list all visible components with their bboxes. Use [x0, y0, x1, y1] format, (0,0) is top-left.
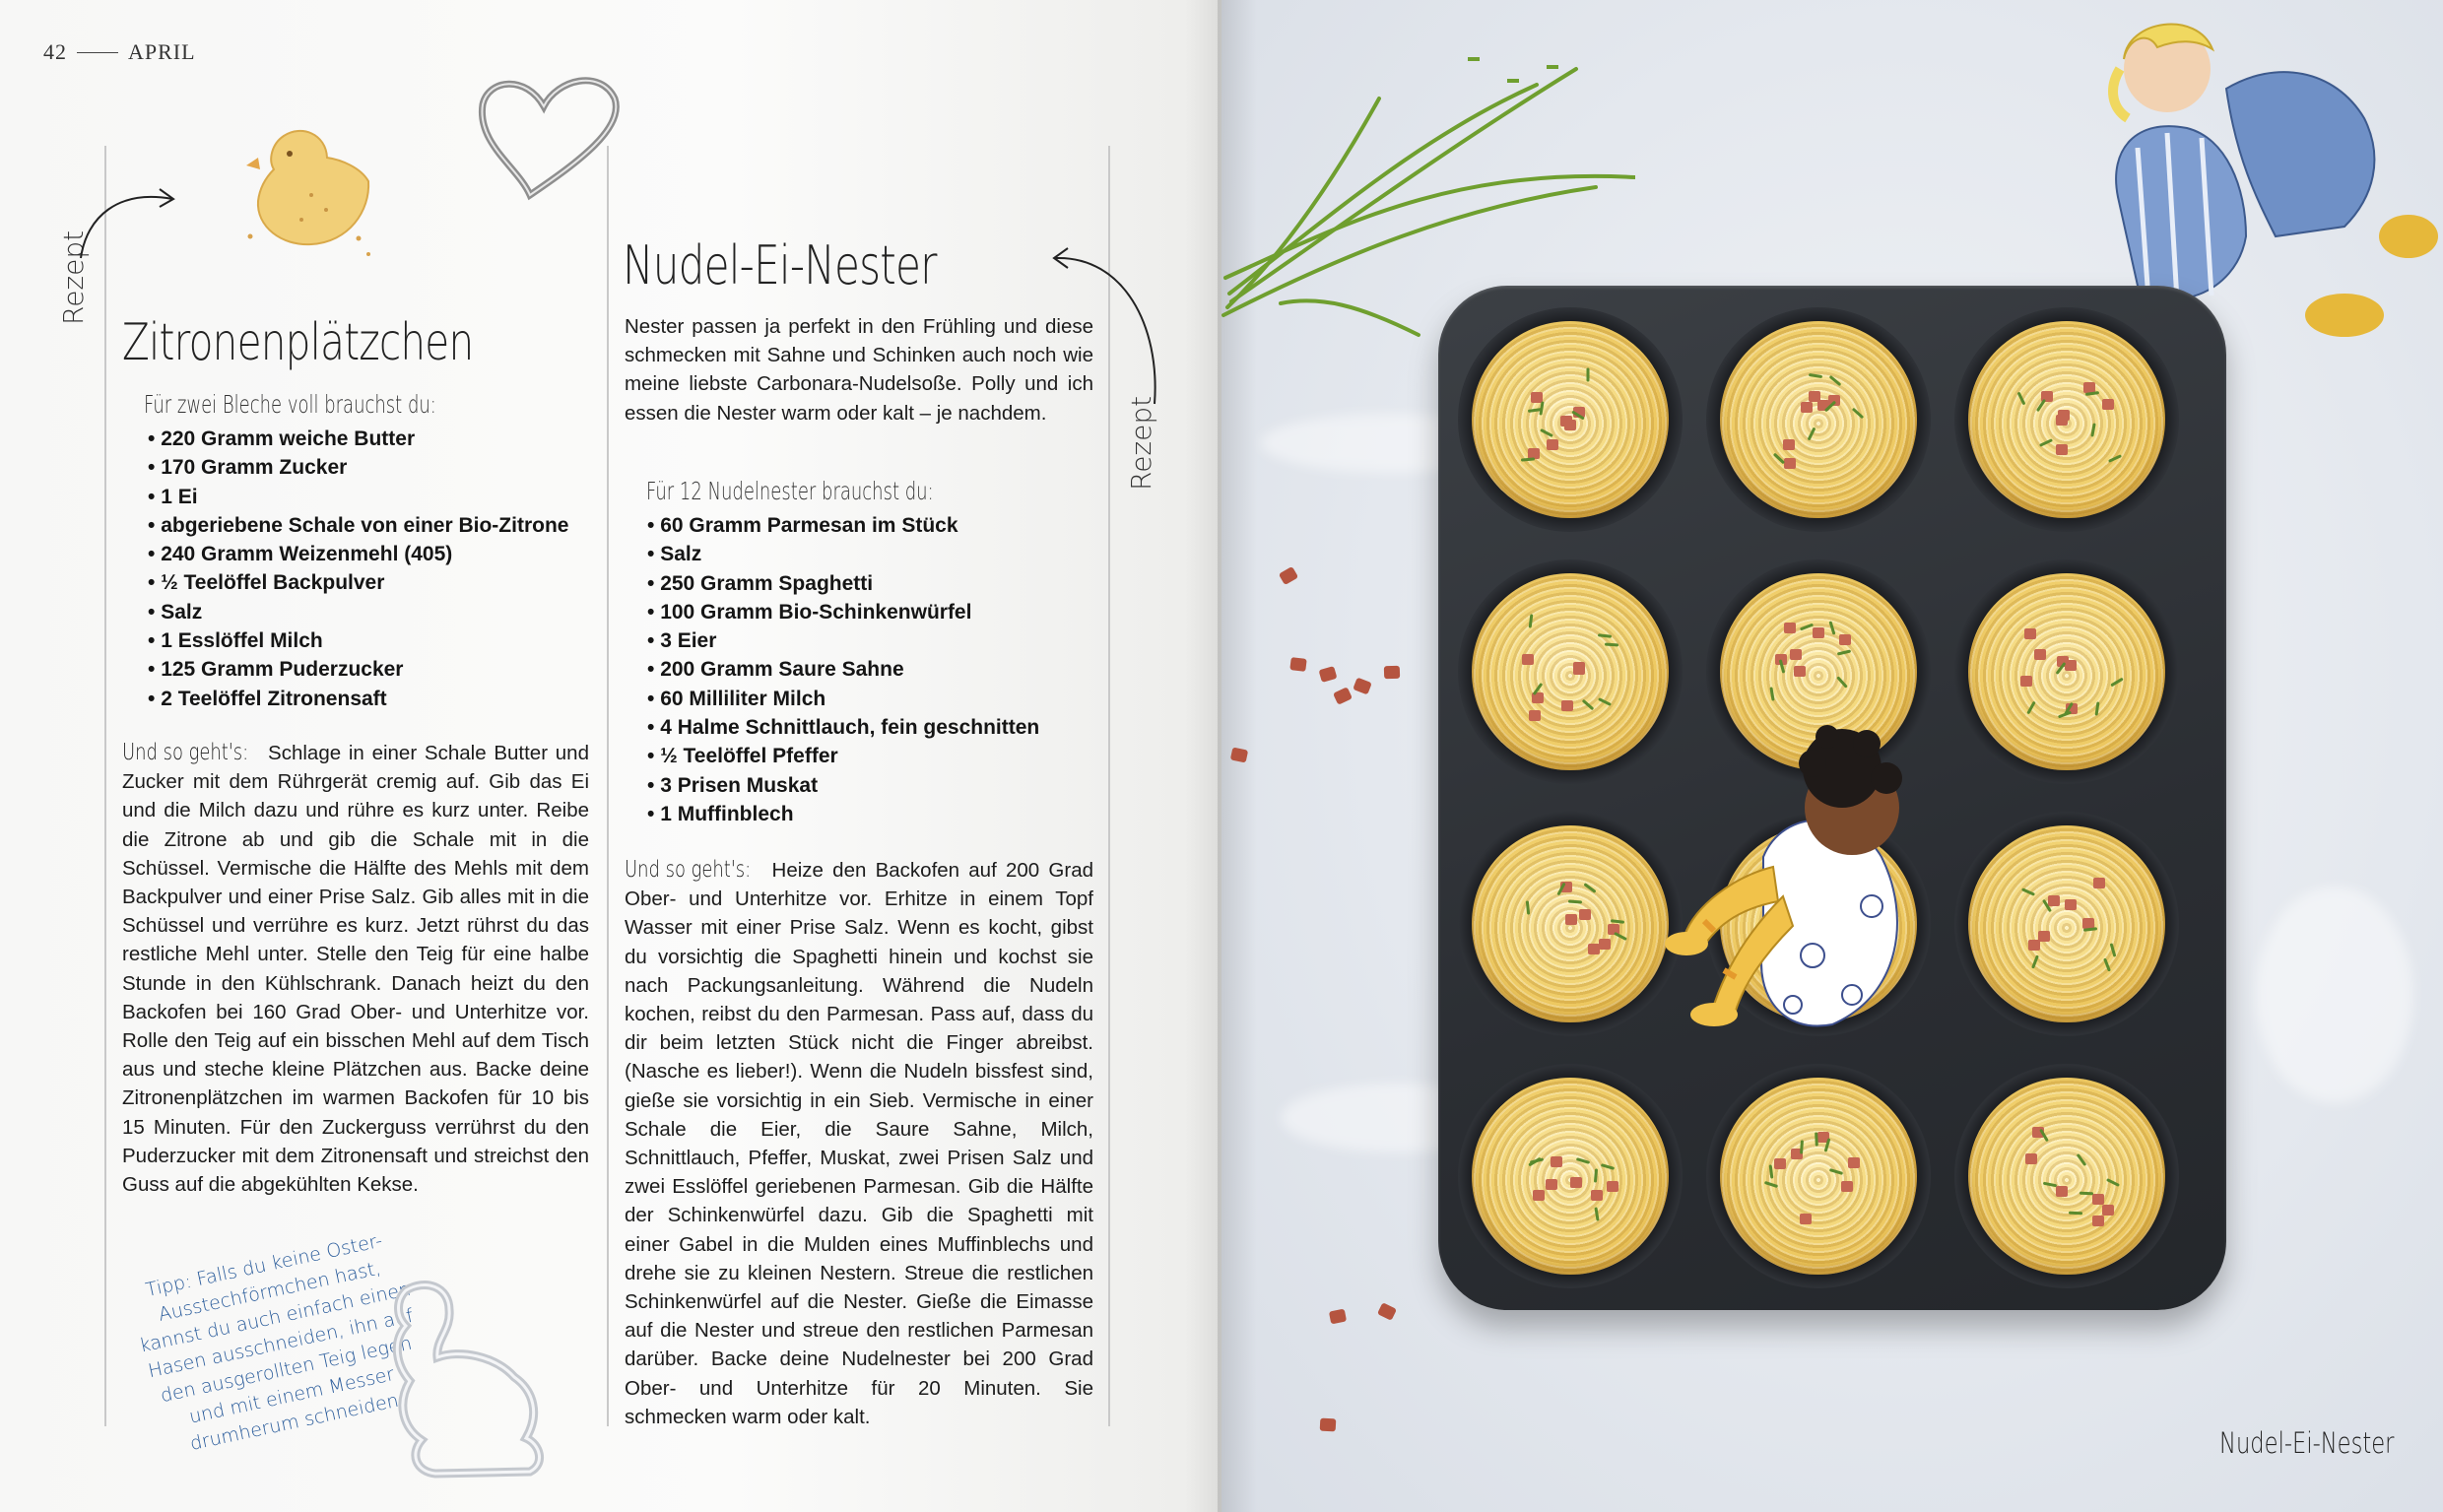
ingredient-item: • 4 Halme Schnittlauch, fein geschnitten: [647, 713, 1081, 742]
ham-cube: [1522, 654, 1534, 665]
ham-bit: [1320, 1418, 1337, 1432]
chive-piece: [1800, 623, 1814, 630]
muffin-cup: [1954, 559, 2179, 784]
ham-cube: [1783, 439, 1795, 450]
pasta-nest: [1968, 1078, 2165, 1275]
ingredient-item: • 1 Ei: [148, 483, 581, 511]
chive-piece: [2039, 438, 2053, 447]
ham-cube: [2020, 676, 2032, 687]
chive-piece: [1829, 1168, 1843, 1175]
ham-cube: [1801, 402, 1813, 413]
ham-cube: [1547, 439, 1558, 450]
ingredient-item: • 240 Gramm Weizenmehl (405): [148, 540, 581, 568]
recipe-2-title: Nudel-Ei-Nester: [623, 234, 937, 296]
ham-cube: [1579, 909, 1591, 920]
recipe-1-intro: Für zwei Bleche voll brauchst du:: [144, 390, 436, 419]
ham-cube: [1774, 1158, 1786, 1169]
recipe-2-intro: Für 12 Nudelnester brauchst du:: [646, 477, 934, 505]
recipe-1-ingredients: [148, 425, 581, 713]
ham-cube: [1599, 939, 1611, 950]
ham-cube: [2102, 1205, 2114, 1216]
ingredient-item: • 1 Muffinblech: [647, 800, 1081, 828]
muffin-cup: [1954, 1064, 2179, 1288]
ingredient-item: • abgeriebene Schale von einer Bio-Zitrone: [148, 511, 581, 540]
ham-cube: [1573, 664, 1585, 675]
ham-cube: [1841, 1181, 1853, 1192]
ham-bit: [1289, 657, 1306, 672]
method-text: Schlage in einer Schale Butter und Zucker mit dem Rührgerät cremig auf. Gib das Ei und die Milch dazu und rühre es kurz unter. Reibe die Zitrone ab und gib die Schale mit in die Schüssel. Vermische die Hälfte des Mehls mit dem Backpulver und einer Prise Salz. Gib alles mit in die Schüssel und verrühre es kurz. Jetzt rührst du das restliche Mehl unter. Stelle den Teig für eine halbe Stunde in den Kühlschrank. Danach heizt du den Backofen bei 160 Grad Ober- und Unterhitze vor. Rolle den Teig auf ein bisschen Mehl auf dem Tisch aus und steche kleine Plätzchen aus. Backe deine Zitronenplätzchen im warmen Backofen für 10 bis 15 Minuten. Für den Zuckerguss verrührst du den Puderzucker mit dem Zitronensaft und streichst den Guss auf die abgekühlten Kekse.: [122, 742, 589, 1197]
ham-cube: [1591, 1190, 1603, 1201]
chive-piece: [1576, 1158, 1590, 1165]
chive-piece: [1769, 1164, 1774, 1178]
pasta-nest: [1968, 321, 2165, 518]
ingredient-item: • ½ Teelöffel Backpulver: [148, 568, 581, 597]
chive-piece: [2031, 954, 2039, 968]
ham-cube: [2024, 628, 2036, 639]
cloth-fold: [2256, 887, 2413, 1103]
ingredient-item: • Salz: [148, 598, 581, 626]
pasta-nest: [1472, 321, 1669, 518]
muffin-cup: [1458, 307, 1683, 532]
ham-cube: [1813, 627, 1824, 638]
page-number: 42: [43, 39, 67, 64]
method-lead: Und so geht's:: [122, 740, 249, 765]
bunny-cutter-icon: [366, 1271, 573, 1487]
ham-cube: [1784, 458, 1796, 469]
ingredient-item: • 60 Milliliter Milch: [647, 685, 1081, 713]
ham-cube: [2056, 444, 2068, 455]
ham-cube: [2056, 1186, 2068, 1197]
ham-cube: [1551, 1156, 1562, 1167]
chive-piece: [2090, 423, 2095, 436]
ham-bit: [1384, 666, 1400, 680]
chive-piece: [2110, 677, 2124, 687]
ham-cube: [2092, 1194, 2104, 1205]
chive-piece: [1808, 427, 1816, 441]
chive-piece: [2083, 927, 2097, 931]
ham-cube: [1561, 700, 1573, 711]
ingredient-item: • 2 Teelöffel Zitronensaft: [148, 685, 581, 713]
chive-piece: [1521, 457, 1535, 461]
ingredient-item: • 125 Gramm Puderzucker: [148, 655, 581, 684]
ingredient-item: • 3 Prisen Muskat: [647, 771, 1081, 800]
pasta-nest: [1720, 321, 1917, 518]
chive-piece: [1773, 452, 1785, 464]
ingredient-item: • 100 Gramm Bio-Schinkenwürfel: [647, 598, 1081, 626]
recipe-2-ingredients: [647, 511, 1081, 828]
ham-cube: [2058, 410, 2070, 421]
muffin-cup: [1706, 1064, 1931, 1288]
chive-piece: [2017, 392, 2026, 406]
chive-piece: [1836, 676, 1848, 688]
ham-cube: [1607, 1181, 1618, 1192]
muffin-cup: [1706, 307, 1931, 532]
pasta-nest: [1968, 573, 2165, 770]
ingredient-item: • 220 Gramm weiche Butter: [148, 425, 581, 453]
ingredient-item: • 170 Gramm Zucker: [148, 453, 581, 482]
ham-cube: [1794, 666, 1806, 677]
ham-cube: [2102, 399, 2114, 410]
heart-cutter-icon: [471, 69, 628, 207]
tip-note: Tipp: Falls du keine Oster-Ausstechförmchen hast, kannst du auch einfach einen Hasen ausschneiden, ihn auf den ausgerollten Teig legen und mit einem Messer drumherum schneiden.: [137, 1229, 416, 1456]
column-rule-left: [104, 146, 106, 1426]
ingredient-item: • 1 Esslöffel Milch: [148, 626, 581, 655]
ham-cube: [2092, 1216, 2104, 1226]
ham-cube: [1533, 1190, 1545, 1201]
chive-piece: [2043, 1181, 2057, 1187]
chive-piece: [1582, 699, 1595, 710]
muffin-cup: [1458, 1064, 1683, 1288]
chive-piece: [1529, 614, 1534, 627]
ham-cube: [1565, 914, 1577, 925]
chive-piece: [2026, 701, 2035, 715]
ham-cube: [2093, 878, 2105, 888]
chive-piece: [1586, 367, 1589, 381]
ham-cube: [1546, 1179, 1557, 1190]
recipe-2-description: Nester passen ja perfekt in den Frühling und diese schmecken mit Sahne und Schinken auch noch wie meine liebste Carbonara-Nudelsoße. Polly und ich essen die Nester warm oder kalt – je nachdem.: [625, 315, 1093, 425]
chive-piece: [1852, 408, 1864, 420]
chive-piece: [2035, 399, 2045, 412]
chive-piece: [1837, 649, 1851, 655]
chive-piece: [2103, 957, 2111, 971]
ingredient-item: • 3 Eier: [647, 626, 1081, 655]
chive-piece: [1526, 900, 1530, 914]
recipe-1-title: Zitronenplätzchen: [122, 313, 474, 372]
pasta-nest: [1720, 1078, 1917, 1275]
method-lead: Und so geht's:: [625, 857, 752, 883]
ham-cube: [1800, 1214, 1812, 1224]
chive-piece: [2069, 1212, 2082, 1216]
ham-cube: [1848, 1157, 1860, 1168]
ham-cube: [1790, 649, 1802, 660]
chive-piece: [1595, 1208, 1600, 1221]
chive-piece: [1829, 621, 1836, 634]
recipe-2-method: [625, 856, 1093, 1431]
chive-piece: [1601, 1163, 1615, 1170]
chive-piece: [1764, 1181, 1778, 1188]
ham-cube: [1570, 1177, 1582, 1188]
ham-cube: [1784, 623, 1796, 633]
chive-piece: [1769, 687, 1774, 700]
chive-piece: [2021, 887, 2035, 895]
recipe-tag-right: Rezept: [1125, 395, 1157, 491]
ingredient-item: • 200 Gramm Saure Sahne: [647, 655, 1081, 684]
recipe-1-method: [122, 739, 589, 1199]
chive-piece: [2077, 1153, 2087, 1166]
girl-illustration-icon: [1616, 709, 1980, 1044]
pasta-nest: [1968, 825, 2165, 1022]
chive-piece: [1530, 1157, 1544, 1163]
chive-piece: [1800, 1141, 1804, 1154]
ingredient-item: • Salz: [647, 540, 1081, 568]
ingredient-item: • 250 Gramm Spaghetti: [647, 569, 1081, 598]
header-rule: [77, 52, 118, 53]
muffin-cup: [1954, 812, 2179, 1036]
ham-cube: [2048, 895, 2060, 906]
ham-cube: [1529, 710, 1541, 721]
ham-cube: [1560, 416, 1572, 427]
page-header: [43, 39, 196, 65]
chive-piece: [2080, 1191, 2093, 1194]
ham-cube: [2038, 931, 2050, 942]
column-rule-middle: [607, 146, 609, 1426]
recipe-tag-left: Rezept: [57, 230, 90, 325]
chive-piece: [1809, 373, 1822, 378]
chive-piece: [1568, 900, 1582, 904]
ham-cube: [2065, 899, 2077, 910]
arrow-icon: [69, 177, 187, 266]
ingredient-item: • ½ Teelöffel Pfeffer: [647, 742, 1081, 770]
chive-piece: [2106, 1178, 2120, 1187]
method-text: Heize den Backofen auf 200 Grad Ober- und Unterhitze vor. Erhitze in einem Topf Wasser mit einer Prise Salz. Wenn es kocht, gibst du vorsichtig die Spaghetti hinein und kochst sie nach Packungsanleitung. Während die Nudeln kochen, reibst du den Parmesan. Pass auf, dass du dir beim letzten Stück nicht die Finger abreibst. (Nasche es lieber!). Wenn die Nudeln bissfest sind, gieße sie vorsichtig in ein Sieb. Vermische in einer Schale die Eier, die Saure Sahne, Milch, Schnittlauch, Pfeffer, Muskat, zwei Prisen Salz und zwei Esslöffel geriebenen Parmesan. Gib die Hälfte der Schinkenwürfel dazu. Gib die Spaghetti mit einer Gabel in die Mulden eines Muffinblechs und drehe sie zu kleinen Nestern. Streue die restlichen Schinkenwürfel auf die Nester. Gieße die Eimasse auf die Nester und streue den restlichen Parmesan darüber. Backe deine Nudelnester bei 200 Grad Ober- und Unterhitze für 20 Minuten. Sie schmecken warm oder kalt.: [625, 859, 1094, 1428]
ham-cube: [2025, 1153, 2037, 1164]
chive-piece: [2108, 454, 2122, 463]
muffin-cup: [1954, 307, 2179, 532]
ham-cube: [2034, 649, 2046, 660]
chive-piece: [1605, 643, 1618, 647]
ham-cube: [1588, 944, 1600, 954]
ham-cube: [2065, 660, 2077, 671]
chive-piece: [1540, 428, 1553, 437]
chive-piece: [2094, 702, 2099, 716]
ingredient-item: • 60 Gramm Parmesan im Stück: [647, 511, 1081, 540]
chive-piece: [1598, 633, 1612, 638]
chive-piece: [1598, 697, 1612, 706]
page-month: APRIL: [128, 39, 196, 64]
chive-piece: [2109, 944, 2116, 957]
photo-caption: Nudel-Ei-Nester: [2218, 1426, 2394, 1460]
chive-piece: [1829, 374, 1842, 385]
chick-cookie-icon: [232, 116, 380, 264]
chive-piece: [1539, 401, 1544, 415]
ham-cube: [1839, 634, 1851, 645]
pasta-nest: [1472, 1078, 1669, 1275]
chive-piece: [1594, 1168, 1598, 1182]
chive-piece: [1583, 883, 1596, 893]
